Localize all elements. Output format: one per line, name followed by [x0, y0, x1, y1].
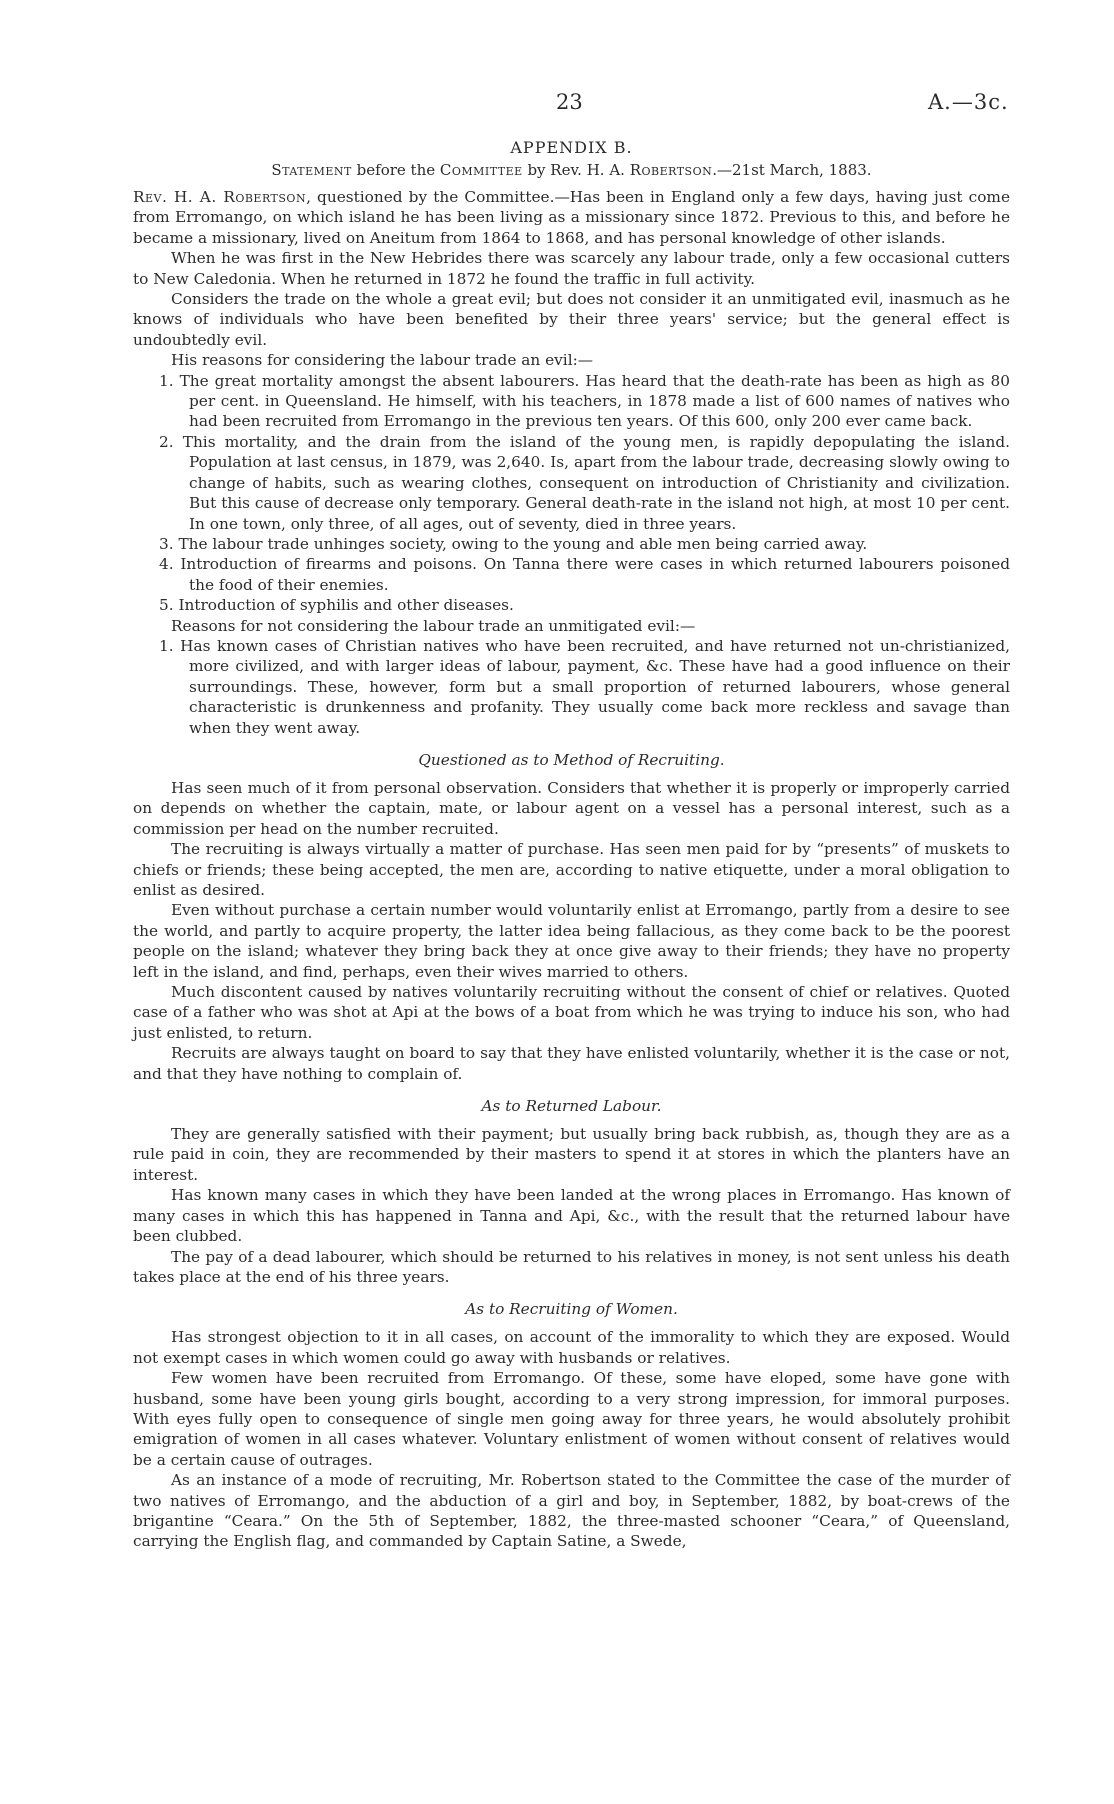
paragraph: As an instance of a mode of recruiting, Mr. Robertson stated to the Committee the case of the murder of two natives of Erromango, and the abduction of a girl and boy, in September, 1882, by boat-crews of the brigantine “Ceara.” On the 5th of September, 1882, the three-masted schooner “Ceara,” of Queensland, carrying the English flag, and commanded by Captain Satine, a Swede,: [133, 1471, 1010, 1551]
paragraph: Has known many cases in which they have been landed at the wrong places in Erromango. Has known of many cases in which this has happened in Tanna and Api, &c., with the result that the returned labour have been clubbed.: [133, 1186, 1010, 1246]
paragraph: They are generally satisfied with their payment; but usually bring back rubbish, as, though they are as a rule paid in coin, they are recommended by their masters to spend it at stores in which the planters have an interest.: [133, 1125, 1010, 1184]
intro-text: , questioned by the Committee.—Has been in England only a few days, having just come from Erromango, on which island he has been living as a missionary since 1872. Previous to this, and before he became a missionary, lived on Aneitum from 1864 to 1868, and has personal knowledge of other islands.: [133, 188, 1010, 247]
intro-paragraph: [133, 187, 1010, 248]
statement-heading: [133, 160, 1010, 181]
reason-evil-item: 3. The labour trade unhinges society, owing to the young and able men being carried away.: [159, 534, 868, 553]
paragraph: Has seen much of it from personal observation. Considers that whether it is properly or improperly carried on depends on whether the captain, mate, or labour agent on a vessel has a personal interest, such as a commission per head on the number recruited.: [133, 778, 1010, 838]
page-content: [133, 138, 1010, 1552]
paragraph: The recruiting is always virtually a matter of purchase. Has seen men paid for by “presents” of muskets to chiefs or friends; these being accepted, the men are, according to native etiquette, under a moral obligation to enlist as desired.: [133, 840, 1010, 899]
paragraph: Has strongest objection to it in all cases, on account of the immorality to which they are exposed. Would not exempt cases in which women could go away with husbands or relatives.: [133, 1328, 1010, 1367]
paragraph: Recruits are always taught on board to say that they have enlisted voluntarily, whether it is the case or not, and that they have nothing to complain of.: [133, 1044, 1010, 1083]
statement-name: Robertson: [629, 161, 713, 179]
statement-committee: Committee: [439, 161, 523, 179]
statement-by: by Rev. H. A.: [522, 161, 630, 179]
reason-evil-item: 4. Introduction of firearms and poisons. On Tanna there were cases in which returned labourers poisoned the food of their enemies.: [159, 555, 1010, 594]
reasons-not-heading: Reasons for not considering the labour trade an unmitigated evil:—: [171, 616, 696, 635]
document-reference: A.—3c.: [928, 90, 1009, 114]
intro-name-prefix: Rev. H. A.: [133, 188, 224, 206]
reason-evil-item: 1. The great mortality amongst the absent labourers. Has heard that the death-rate has been as high as 80 per cent. in Queensland. He himself, with his teachers, in 1878 made a list of 600 names of natives who had been recruited from Erromango in the previous ten years. Of this 600, only 200 ever came back.: [159, 371, 1010, 431]
statement-date: .—21st March, 1883.: [712, 161, 872, 179]
intro-name: Robertson: [223, 188, 307, 206]
reason-evil-item: 2. This mortality, and the drain from the island of the young men, is rapidly depopulating the island. Population at last census, in 1879, was 2,640. Is, apart from the labour trade, decreasing slowly owing to change of habits, such as wearing clothes, consequent on introduction of Christianity and civilization. But this cause of decrease only temporary. General death-rate in the island not high, at most 10 per cent. In one town, only three, of all ages, out of seventy, died in three years.: [159, 432, 1010, 533]
section-heading-recruiting: Questioned as to Method of Recruiting.: [418, 750, 725, 769]
statement-before: before the: [351, 161, 440, 179]
paragraph-first-visit: When he was first in the New Hebrides there was scarcely any labour trade, only a few occasional cutters to New Caledonia. When he returned in 1872 he found the traffic in full activity.: [133, 249, 1010, 288]
reason-evil-item: 5. Introduction of syphilis and other diseases.: [159, 596, 514, 615]
paragraph: Few women have been recruited from Erromango. Of these, some have eloped, some have gone with husband, some have been young girls bought, according to a very strong impression, for immoral purposes. With eyes fully open to consequence of single men going away for three years, he would absolutely prohibit emigration of women in all cases whatever. Voluntary enlistment of women without consent of relatives would be a certain cause of outrages.: [133, 1369, 1010, 1469]
statement-label: Statement: [271, 161, 352, 179]
page-number: 23: [556, 90, 583, 114]
section-heading-returned-labour: As to Returned Labour.: [481, 1097, 662, 1116]
reasons-evil-heading: His reasons for considering the labour trade an evil:—: [171, 351, 594, 370]
reason-not-item: 1. Has known cases of Christian natives who have been recruited, and have returned not un-christianized, more civilized, and with larger ideas of labour, payment, &c. These have had a good influence on their surroundings. These, however, form but a small proportion of returned labourers, whose general characteristic is drunkenness and profanity. They usually come back more reckless and savage than when they went away.: [159, 636, 1010, 737]
paragraph: Much discontent caused by natives voluntarily recruiting without the consent of chief or relatives. Quoted case of a father who was shot at Api at the bows of a boat from which he was trying to induce his son, who had just enlisted, to return.: [133, 983, 1010, 1042]
appendix-title: APPENDIX B.: [510, 138, 633, 157]
paragraph-great-evil: Considers the trade on the whole a great evil; but does not consider it an unmitigated evil, inasmuch as he knows of individuals who have been benefited by their three years' service; but the general effect is undoubtedly evil.: [133, 290, 1010, 349]
paragraph: The pay of a dead labourer, which should be returned to his relatives in money, is not sent unless his death takes place at the end of his three years.: [133, 1247, 1010, 1286]
section-heading-recruiting-women: As to Recruiting of Women.: [465, 1300, 678, 1319]
paragraph: Even without purchase a certain number would voluntarily enlist at Erromango, partly from a desire to see the world, and partly to acquire property, the latter idea being fallacious, as they come back to be the poorest people on the island; whatever they bring back they at once give away to their friends; they have no property left in the island, and find, perhaps, even their wives married to others.: [133, 901, 1010, 981]
